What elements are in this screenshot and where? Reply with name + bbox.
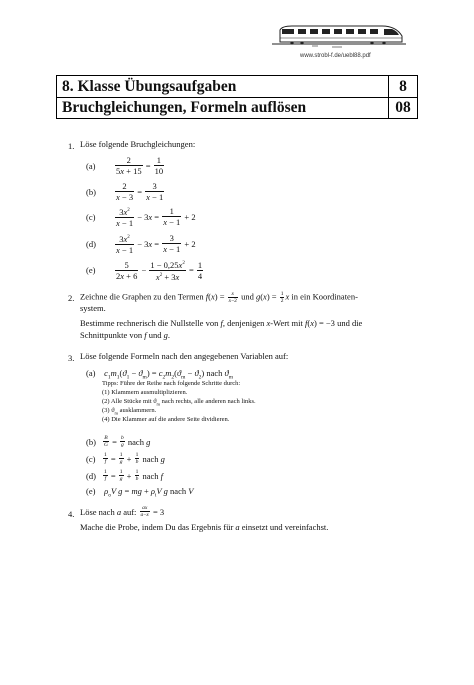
task3-label-e: (e) xyxy=(86,486,96,496)
task2-line4-text: Schnittpunkte von xyxy=(80,330,143,340)
task1-label-d: (d) xyxy=(86,238,96,249)
task3-tip-2: (2) Alle Stücke mit $ϑ_m$ nach rechts, alle anderen nach links. xyxy=(102,398,256,407)
task4-line1: Löse nach a auf: $\frac{ax}{a-x}$ = 3 xyxy=(80,505,165,518)
task3-label-d: (d) xyxy=(86,470,96,481)
grade-number: 8 xyxy=(388,76,417,97)
task2-line4-and: und xyxy=(148,330,162,340)
task2-line3-text: Bestimme rechnerisch die Nullstelle von xyxy=(80,318,219,328)
task3-eq-c: (c) $\frac{1}{f}$ = $\frac{1}{g}$ + $\frac{1}{b}$ nach g xyxy=(86,452,165,465)
task3-tip-3: (3) $ϑ_m$ ausklammern. xyxy=(102,407,157,416)
task2-line1-and: und xyxy=(241,291,254,302)
task1-eq-a: (a) $\frac{2}{5x + 15}$ = $\frac{1}{10}$ xyxy=(86,155,164,176)
task1-eq-b: (b) $\frac{2}{x - 3}$ = $\frac{3}{x - 1}$ xyxy=(86,181,164,202)
task4-line1-text: Löse nach xyxy=(80,506,115,517)
task3-c-after: nach xyxy=(142,453,159,464)
task2-line3-part: , denjenigen xyxy=(222,318,265,328)
task3-tip-3-text: (3) ϑ xyxy=(102,407,115,414)
task3-eq-a: (a) $c_1m_1(ϑ_1 - ϑ_m) = c_2m_2(ϑ_m - ϑ_2)$ nach $ϑ_m$ xyxy=(86,368,233,381)
task4-line2-text: Mache die Probe, indem Du das Ergebnis für xyxy=(80,522,234,532)
title-table xyxy=(56,75,418,119)
task3-eq-d: (d) $\frac{1}{f}$ = $\frac{1}{g}$ + $\frac{1}{b}$ nach f xyxy=(86,469,164,482)
task3-tip-3-rest: ausklammern. xyxy=(117,407,157,414)
task2-line4-dot: . xyxy=(167,330,170,340)
train-logo-icon xyxy=(272,20,406,50)
task3-tip-4: (4) Die Klammer auf die andere Seite dividieren. xyxy=(102,416,230,423)
task4-number: 4. xyxy=(68,509,75,519)
task2-number: 2. xyxy=(68,293,75,303)
task2-line2: system. xyxy=(80,303,106,313)
task2-line4: Schnittpunkte von f und g. xyxy=(80,330,170,340)
task2-line1: Zeichne die Graphen zu den Termen f(x) = $\frac{x}{x-2}$ und g(x) = $\frac{1}{2}$ x in ein Koordinaten- xyxy=(80,291,358,304)
task3-tip-2-text: (2) Alle Stücke mit ϑ xyxy=(102,398,157,405)
header-url: www.strobl-f.de/uebl88.pdf xyxy=(300,53,371,59)
task3-tip-0: Tipps: Führe der Reihe nach folgende Schritte durch: xyxy=(102,380,241,387)
task2-line3-part2: -Wert mit xyxy=(270,318,303,328)
task1-label-c: (c) xyxy=(86,211,96,222)
task3-label-b: (b) xyxy=(86,436,96,447)
task3-label-c: (c) xyxy=(86,453,96,464)
task1-number: 1. xyxy=(68,141,75,151)
task3-label-a: (a) xyxy=(86,368,96,378)
task1-label-a: (a) xyxy=(86,160,96,171)
task2-line3-end: und die xyxy=(337,318,363,328)
task1-label-b: (b) xyxy=(86,186,96,197)
task3-number: 3. xyxy=(68,353,75,363)
task3-text: Löse folgende Formeln nach den angegebenen Variablen auf: xyxy=(80,351,289,361)
title-row-1 xyxy=(57,76,417,98)
task1-text: Löse folgende Bruchgleichungen: xyxy=(80,139,196,149)
task1-eq-d: (d) $\frac{3x^2}{x - 1}$ − 3x = $\frac{3}{x - 1}$ + 2 xyxy=(86,233,196,255)
task1-eq-c: (c) $\frac{3x^2}{x - 1}$ − 3x = $\frac{1}{x - 1}$ + 2 xyxy=(86,206,196,228)
sheet-topic: Bruchgleichungen, Formeln auflösen xyxy=(62,99,307,116)
task2-line1-text: Zeichne die Graphen zu den Termen xyxy=(80,291,204,302)
task3-eq-e: (e) $\rho_oV$ g = mg + $\rho_iV$ g nach V xyxy=(86,486,194,499)
task3-b-after: nach xyxy=(127,436,144,447)
task3-a-after: nach xyxy=(206,368,223,378)
title-row-2 xyxy=(57,97,417,118)
task3-e-after: nach xyxy=(170,486,187,496)
sheet-title: 8. Klasse Übungsaufgaben xyxy=(62,78,237,95)
task3-d-after: nach xyxy=(142,470,159,481)
task4-line1-auf: auf: xyxy=(123,506,137,517)
task4-line2-end: einsetzt und vereinfachst. xyxy=(241,522,329,532)
task3-tip-2-rest: nach rechts, alle anderen nach links. xyxy=(160,398,256,405)
task2-line1-end: in ein Koordinaten- xyxy=(291,291,358,302)
task1-eq-e: (e) $\frac{5}{2x + 6}$ − $\frac{1 - 0,25x^2}{x^2 + 3x}$ = $\frac{1}{4}$ xyxy=(86,259,203,282)
task3-tip-1: (1) Klammern ausmultiplizieren. xyxy=(102,389,188,396)
task2-line3: Bestimme rechnerisch die Nullstelle von f, denjenigen x-Wert mit f(x) = −3 und die xyxy=(80,318,363,328)
task4-line2: Mache die Probe, indem Du das Ergebnis für a einsetzt und vereinfachst. xyxy=(80,522,329,532)
task1-label-e: (e) xyxy=(86,265,96,276)
task3-eq-b: (b) $\frac{B}{G}$ = $\frac{b}{g}$ nach g xyxy=(86,435,151,448)
sheet-number: 08 xyxy=(388,97,417,118)
